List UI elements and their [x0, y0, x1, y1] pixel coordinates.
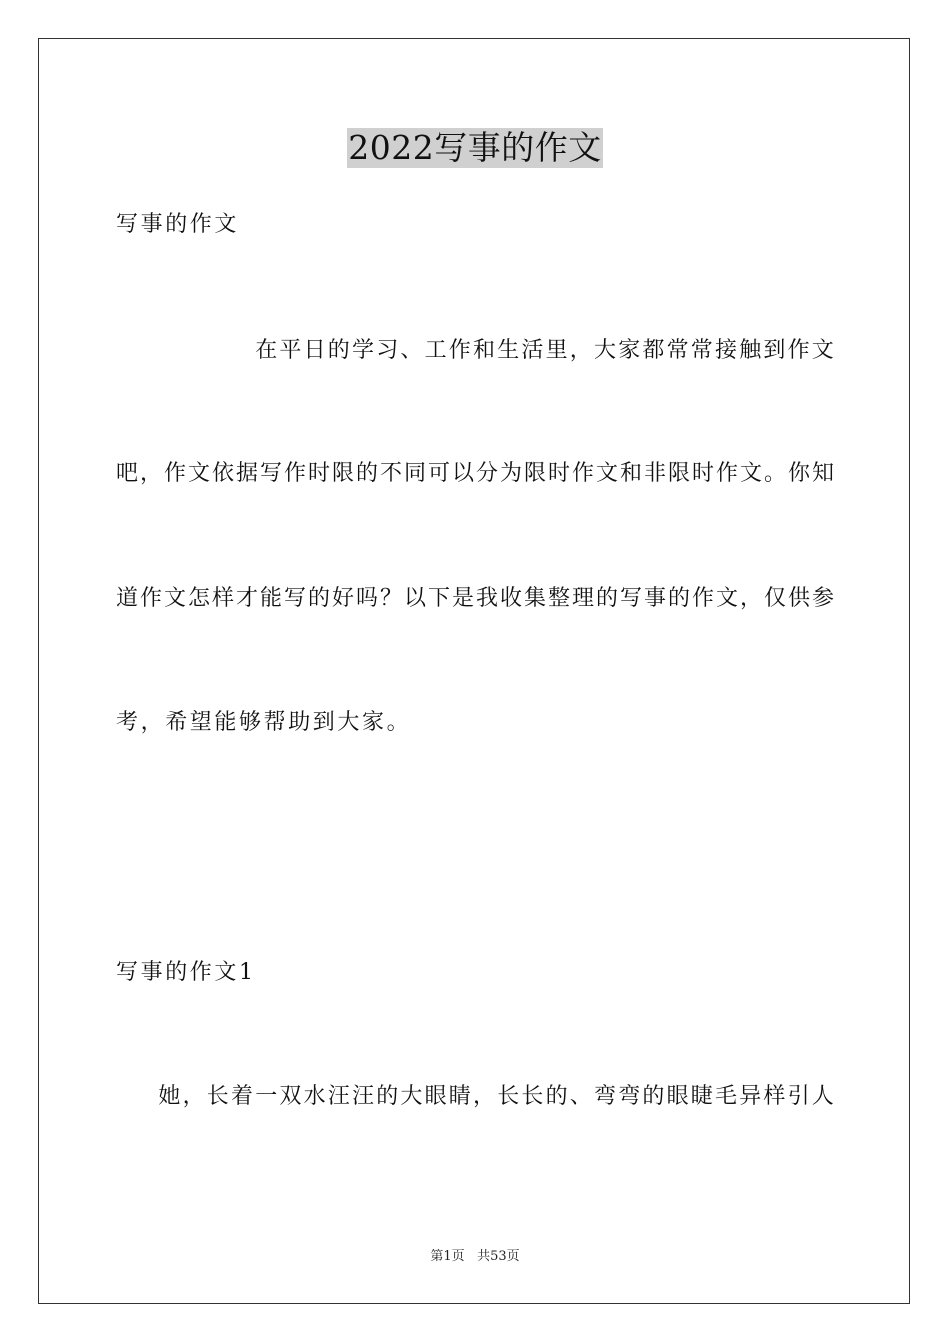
intro-paragraph-line: 道作文怎样才能写的好吗？以下是我收集整理的写事的作文，仅供参 — [116, 586, 837, 611]
intro-paragraph-line: 考，希望能够帮助到大家。 — [116, 710, 412, 735]
document-title: 2022写事的作文 — [348, 128, 602, 167]
section-heading: 写事的作文1 — [116, 960, 256, 985]
page-number-total: 共53页 — [477, 1249, 520, 1264]
page-footer — [0, 1248, 950, 1266]
title-wrapper — [0, 128, 950, 168]
section-paragraph-line: 她，长着一双水汪汪的大眼睛，长长的、弯弯的眼睫毛异样引人 — [158, 1084, 836, 1109]
intro-paragraph-line: 在平日的学习、工作和生活里，大家都常常接触到作文 — [255, 338, 836, 363]
footer-separator — [465, 1249, 477, 1264]
page-number-current: 第1页 — [430, 1249, 465, 1264]
intro-paragraph-line: 吧，作文依据写作时限的不同可以分为限时作文和非限时作文。你知 — [116, 461, 837, 486]
document-subtitle: 写事的作文 — [116, 212, 240, 237]
